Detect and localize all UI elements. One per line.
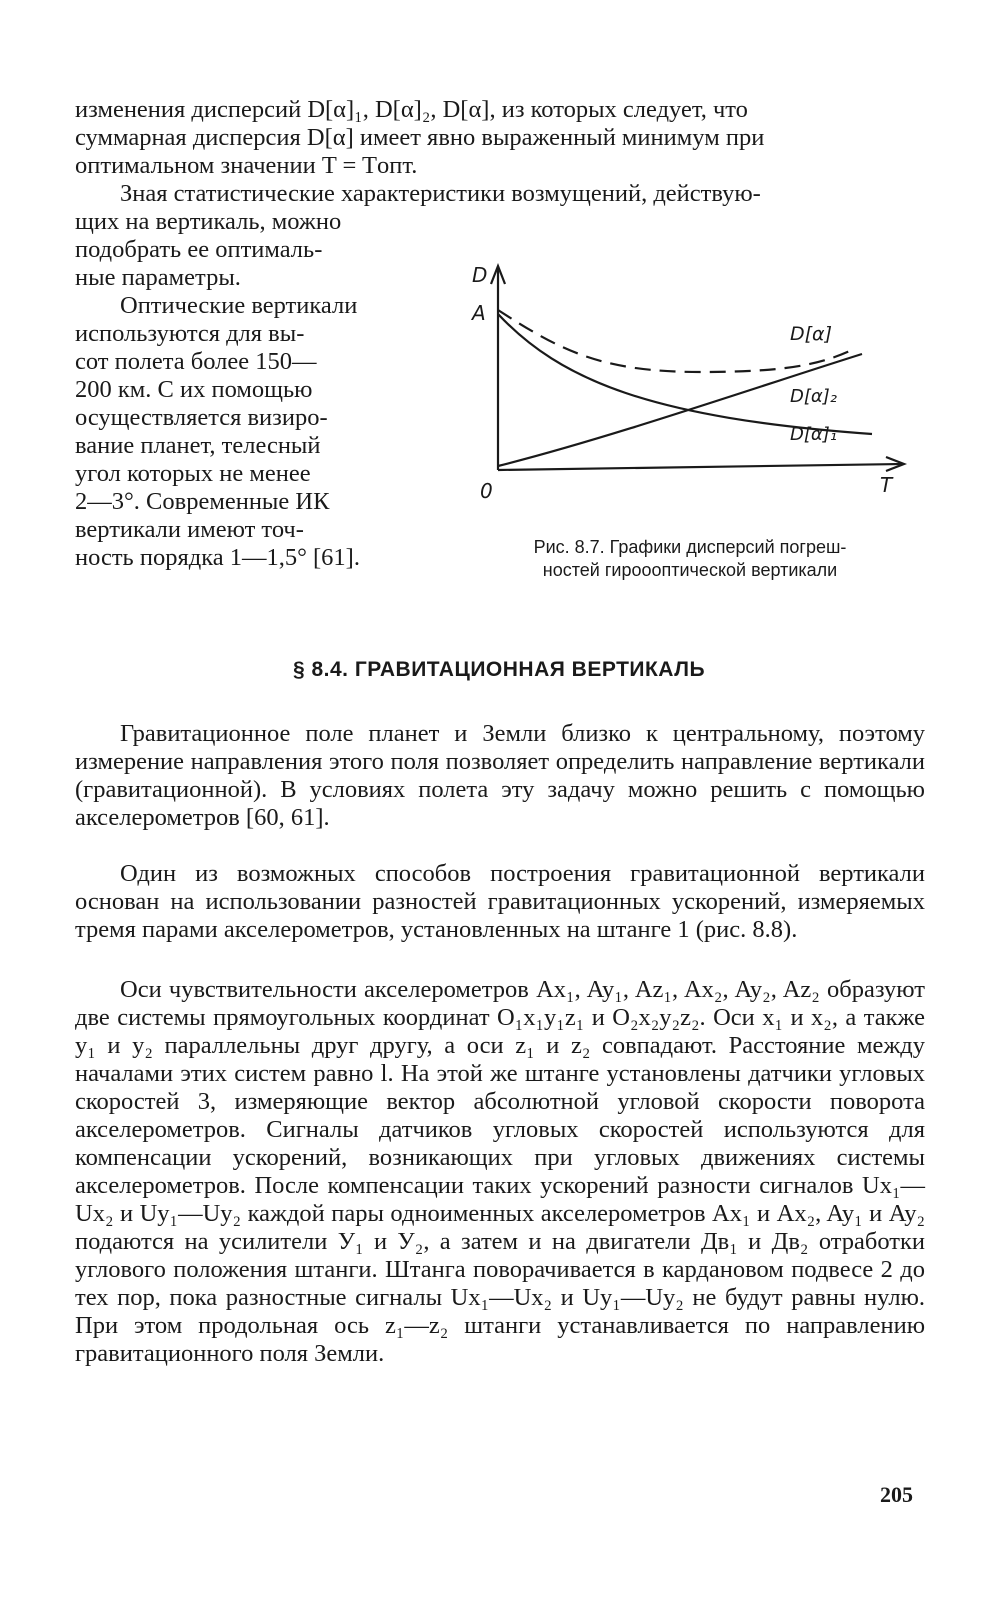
figure-caption (470, 536, 910, 582)
point-a-label: A (472, 301, 486, 325)
text-line: суммарная дисперсия D[α] имеет явно выраженный минимум при (75, 124, 765, 151)
caption-line: ностей гироооптической вертикали (542, 560, 838, 580)
x-axis-label: T (880, 473, 893, 497)
caption-line: Рис. 8.7. Графики дисперсий погреш- (533, 537, 847, 557)
text-line: Оптические вертикали (120, 292, 358, 319)
text-line: 2—3°. Современные ИК (75, 488, 330, 515)
x-axis (498, 464, 902, 470)
text-line: вертикали имеют точ- (75, 516, 304, 543)
curve-1-label: D[α]₁ (790, 424, 837, 445)
text-line: используются для вы- (75, 320, 305, 347)
curve-d-alpha-sum (498, 310, 856, 372)
text-line: щих на вертикаль, можно (75, 208, 342, 235)
x-axis-arrow (886, 457, 904, 471)
y-axis-label: D (472, 263, 488, 287)
curve-d-alpha-2 (498, 354, 862, 466)
curve-2-label: D[α]₂ (790, 386, 837, 407)
paragraph-3: Оси чувствительности акселерометров Ax₁, Ay₁, Az₁, Ax₂, Ay₂, Az₂ образуют две системы прямоугольных координат O₁x₁y₁z₁ и O₂x₂y₂z₂. Оси x₁ и x₂, а также y₁ и y₂ параллельны друг другу, а оси z₁ и z₂ совпадают. Расстояние между началами этих систем равно l. На этой же штанге установлены датчики угловых скоростей 3, измеряющие вектор абсолютной угловой скорости поворота акселерометров. Сигналы датчиков угловых скоростей используются для компенсации ускорений, возникающих при угловых движениях системы акселерометров. После компенсации таких ускорений разности сигналов Ux₁—Ux₂ и Uy₁—Uy₂ каждой пары одноименных акселерометров Ax₁ и Ax₂, Ay₁ и Ay₂ подаются на усилители У₁ и У₂, а затем и на двигатели Дв₁ и Дв₂ отработки углового положения штанги. Штанга поворачивается в кардановом подвесе 2 до тех пор, пока разностные сигналы Ux₁—Ux₂ и Uy₁—Uy₂ не будут равны нулю. При этом продольная ось z₁—z₂ штанги устанавливается по направлению гравитационного поля Земли. (75, 976, 925, 1367)
text-line: осуществляется визиро- (75, 404, 328, 431)
curve-sum-label: D[α] (790, 323, 832, 345)
text-line: вание планет, телесный (75, 432, 321, 459)
origin-label: 0 (480, 479, 493, 503)
section-heading: § 8.4. ГРАВИТАЦИОННАЯ ВЕРТИКАЛЬ (292, 658, 706, 681)
text-line: изменения дисперсий D[α]₁, D[α]₂, D[α], из которых следует, что (75, 96, 748, 123)
text-line: ность порядка 1—1,5° [61]. (75, 544, 360, 571)
curve-d-alpha-1 (498, 314, 872, 434)
text-line: подобрать ее оптималь- (75, 236, 323, 263)
text-line: оптимальном значении T = Tопт. (75, 152, 418, 179)
text-line: ные параметры. (75, 264, 241, 291)
y-axis-arrow (491, 266, 505, 284)
paragraph-2: Один из возможных способов построения гравитационной вертикали основан на использовании разностей гравитационных ускорений, измеряемых тремя парами акселерометров, установленных на штанге 1 (рис. 8.8). (75, 860, 925, 943)
text-line: Зная статистические характеристики возмущений, действую- (120, 180, 761, 207)
text-line: 200 км. С их помощью (75, 376, 313, 403)
page-number: 205 (880, 1482, 913, 1507)
paragraph-1: Гравитационное поле планет и Земли близко к центральному, поэтому измерение направления этого поля позволяет определить направление вертикали (гравитационной). В условиях полета эту задачу можно решить с помощью акселерометров [60, 61]. (75, 720, 925, 831)
text-line: угол которых не менее (75, 460, 311, 487)
text-line: сот полета более 150— (75, 348, 317, 375)
